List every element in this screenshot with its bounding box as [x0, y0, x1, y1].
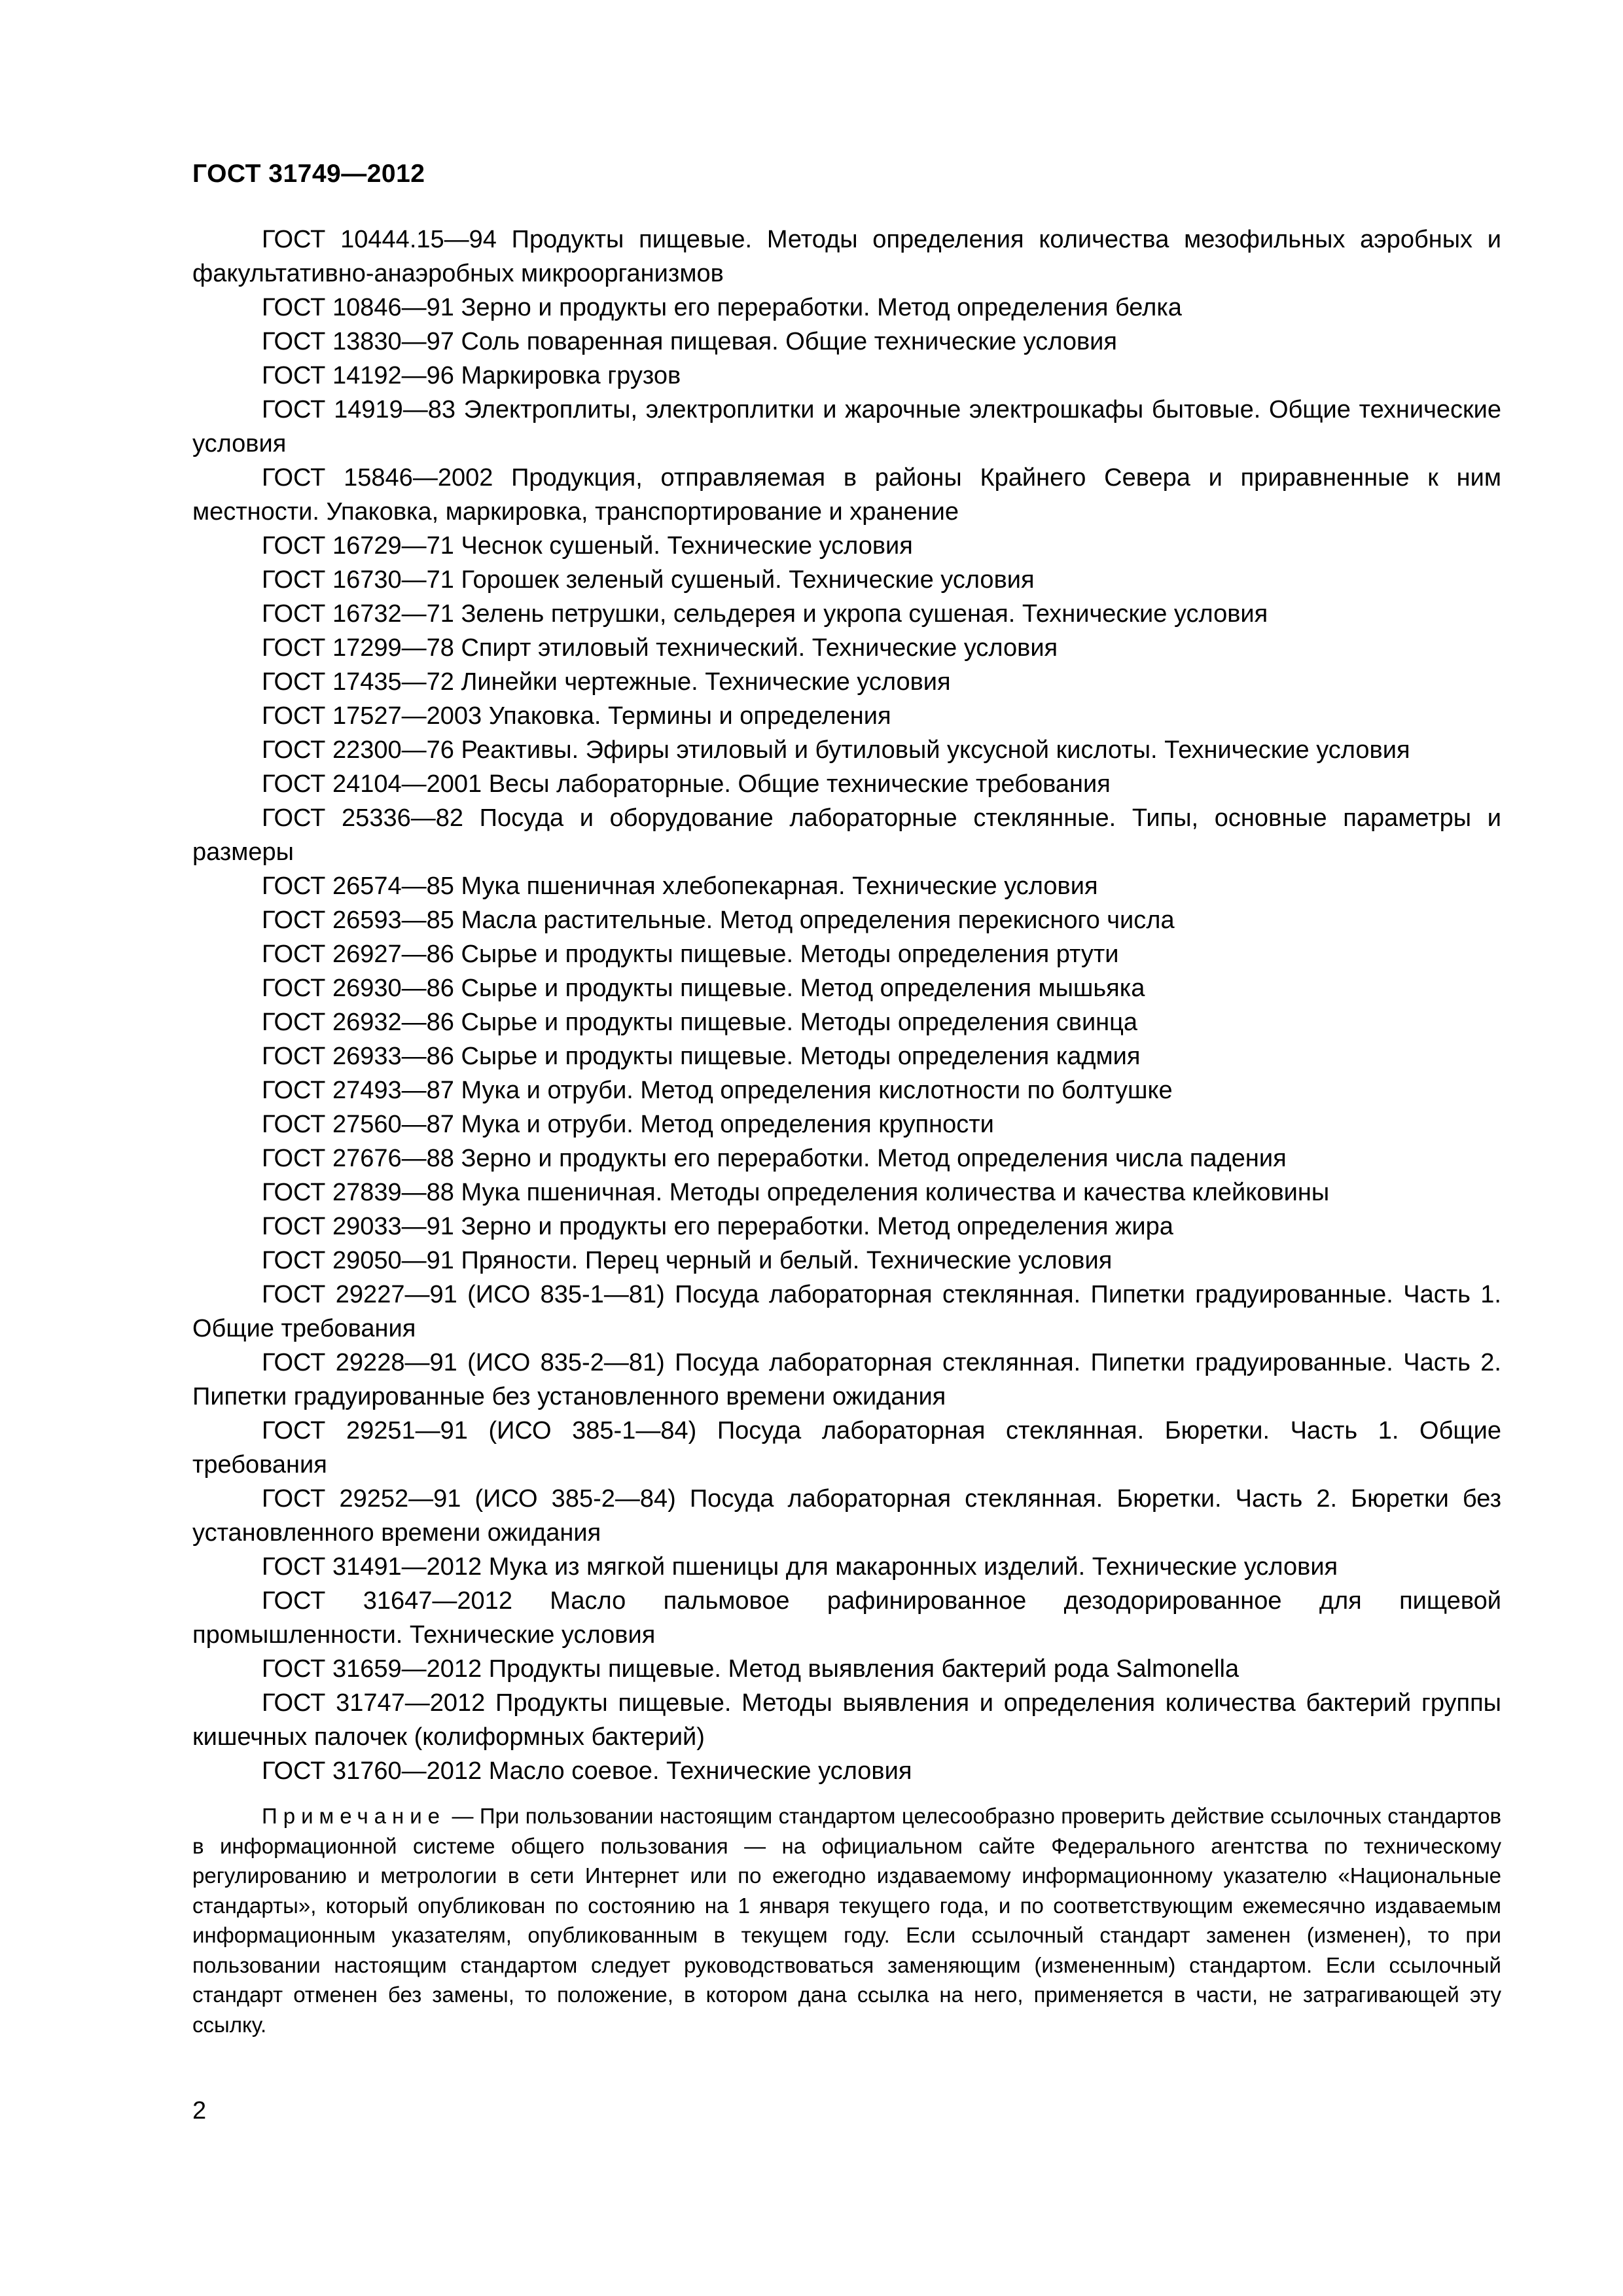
reference-item: ГОСТ 29252—91 (ИСО 385-2—84) Посуда лабораторная стеклянная. Бюретки. Часть 2. Бюретки без установленного времени ожидания: [192, 1485, 1501, 1547]
reference-item: ГОСТ 31760—2012 Масло соевое. Технические условия: [262, 1757, 912, 1785]
reference-item: ГОСТ 26930—86 Сырье и продукты пищевые. Метод определения мышьяка: [262, 975, 1145, 1002]
reference-item: ГОСТ 26593—85 Масла растительные. Метод определения перекисного числа: [262, 906, 1175, 934]
reference-item: ГОСТ 10846—91 Зерно и продукты его переработки. Метод определения белка: [262, 294, 1182, 321]
reference-item: ГОСТ 29228—91 (ИСО 835-2—81) Посуда лабораторная стеклянная. Пипетки градуированные. Часть 2. Пипетки градуированные без установленного времени ожидания: [192, 1349, 1501, 1410]
reference-item: ГОСТ 16732—71 Зелень петрушки, сельдерея и укропа сушеная. Технические условия: [262, 600, 1268, 628]
reference-item: ГОСТ 31659—2012 Продукты пищевые. Метод выявления бактерий рода Salmonella: [262, 1655, 1240, 1683]
reference-item: ГОСТ 22300—76 Реактивы. Эфиры этиловый и бутиловый уксусной кислоты. Технические условия: [262, 736, 1410, 764]
note-paragraph: [192, 1801, 1501, 2039]
document-header: ГОСТ 31749—2012: [192, 160, 425, 188]
reference-item: ГОСТ 27676—88 Зерно и продукты его переработки. Метод определения числа падения: [262, 1145, 1287, 1172]
reference-item: ГОСТ 29227—91 (ИСО 835-1—81) Посуда лабораторная стеклянная. Пипетки градуированные. Часть 1. Общие требования: [192, 1281, 1501, 1342]
note-text: — При пользовании настоящим стандартом целесообразно проверить действие ссылочных стандартов в информационной системе общего пользования — на официальном сайте Федерального агентства по техническому регулированию и метрологии в сети Интернет или по ежегодно издаваемому информационному указателю «Национальные стандарты», который опубликован по состоянию на 1 января текущего года, и по соответствующим ежемесячно издаваемым информационным указателям, опубликованным в текущем году. Если ссылочный стандарт заменен (изменен), то при пользовании настоящим стандартом следует руководствоваться заменяющим (измененным) стандартом. Если ссылочный стандарт отменен без замены, то положение, в котором дана ссылка на него, применяется в части, не затрагивающей эту ссылку.: [192, 1804, 1501, 2037]
reference-item: ГОСТ 26574—85 Мука пшеничная хлебопекарная. Технические условия: [262, 872, 1098, 900]
reference-item: ГОСТ 27839—88 Мука пшеничная. Методы определения количества и качества клейковины: [262, 1179, 1330, 1206]
reference-item: ГОСТ 29050—91 Пряности. Перец черный и белый. Технические условия: [262, 1247, 1113, 1274]
reference-item: ГОСТ 13830—97 Соль поваренная пищевая. Общие технические условия: [262, 328, 1117, 355]
reference-item: ГОСТ 14919—83 Электроплиты, электроплитки и жарочные электрошкафы бытовые. Общие технические условия: [192, 396, 1501, 457]
reference-item: ГОСТ 24104—2001 Весы лабораторные. Общие технические требования: [262, 770, 1111, 798]
reference-item: ГОСТ 16730—71 Горошек зеленый сушеный. Технические условия: [262, 566, 1035, 594]
reference-item: ГОСТ 31747—2012 Продукты пищевые. Методы выявления и определения количества бактерий группы кишечных палочек (колиформных бактерий): [192, 1689, 1501, 1751]
note-label: Примечание: [262, 1804, 446, 1828]
reference-item: ГОСТ 26933—86 Сырье и продукты пищевые. Методы определения кадмия: [262, 1043, 1141, 1070]
reference-item: ГОСТ 16729—71 Чеснок сушеный. Технические условия: [262, 532, 913, 560]
reference-item: ГОСТ 27560—87 Мука и отруби. Метод определения крупности: [262, 1111, 994, 1138]
reference-item: ГОСТ 29251—91 (ИСО 385-1—84) Посуда лабораторная стеклянная. Бюретки. Часть 1. Общие требования: [192, 1417, 1501, 1479]
normative-references: [192, 223, 1501, 2061]
reference-item: ГОСТ 31647—2012 Масло пальмовое рафинированное дезодорированное для пищевой промышленности. Технические условия: [192, 1587, 1501, 1649]
reference-item: ГОСТ 17527—2003 Упаковка. Термины и определения: [262, 702, 891, 730]
reference-item: ГОСТ 27493—87 Мука и отруби. Метод определения кислотности по болтушке: [262, 1077, 1173, 1104]
reference-item: ГОСТ 14192—96 Маркировка грузов: [262, 362, 681, 389]
page-number: 2: [192, 2097, 207, 2125]
reference-item: ГОСТ 17299—78 Спирт этиловый технический. Технические условия: [262, 634, 1058, 662]
reference-item: ГОСТ 31491—2012 Мука из мягкой пшеницы для макаронных изделий. Технические условия: [262, 1553, 1338, 1581]
reference-item: ГОСТ 10444.15—94 Продукты пищевые. Методы определения количества мезофильных аэробных и факультативно-анаэробных микроорганизмов: [192, 226, 1501, 287]
reference-item: ГОСТ 25336—82 Посуда и оборудование лабораторные стеклянные. Типы, основные параметры и размеры: [192, 804, 1501, 866]
reference-item: ГОСТ 26932—86 Сырье и продукты пищевые. Методы определения свинца: [262, 1009, 1138, 1036]
reference-item: ГОСТ 15846—2002 Продукция, отправляемая в районы Крайнего Севера и приравненные к ним местности. Упаковка, маркировка, транспортирование и хранение: [192, 464, 1501, 526]
reference-item: ГОСТ 26927—86 Сырье и продукты пищевые. Методы определения ртути: [262, 941, 1119, 968]
reference-item: ГОСТ 17435—72 Линейки чертежные. Технические условия: [262, 668, 951, 696]
reference-item: ГОСТ 29033—91 Зерно и продукты его переработки. Метод определения жира: [262, 1213, 1173, 1240]
reference-list: [192, 223, 1501, 1788]
